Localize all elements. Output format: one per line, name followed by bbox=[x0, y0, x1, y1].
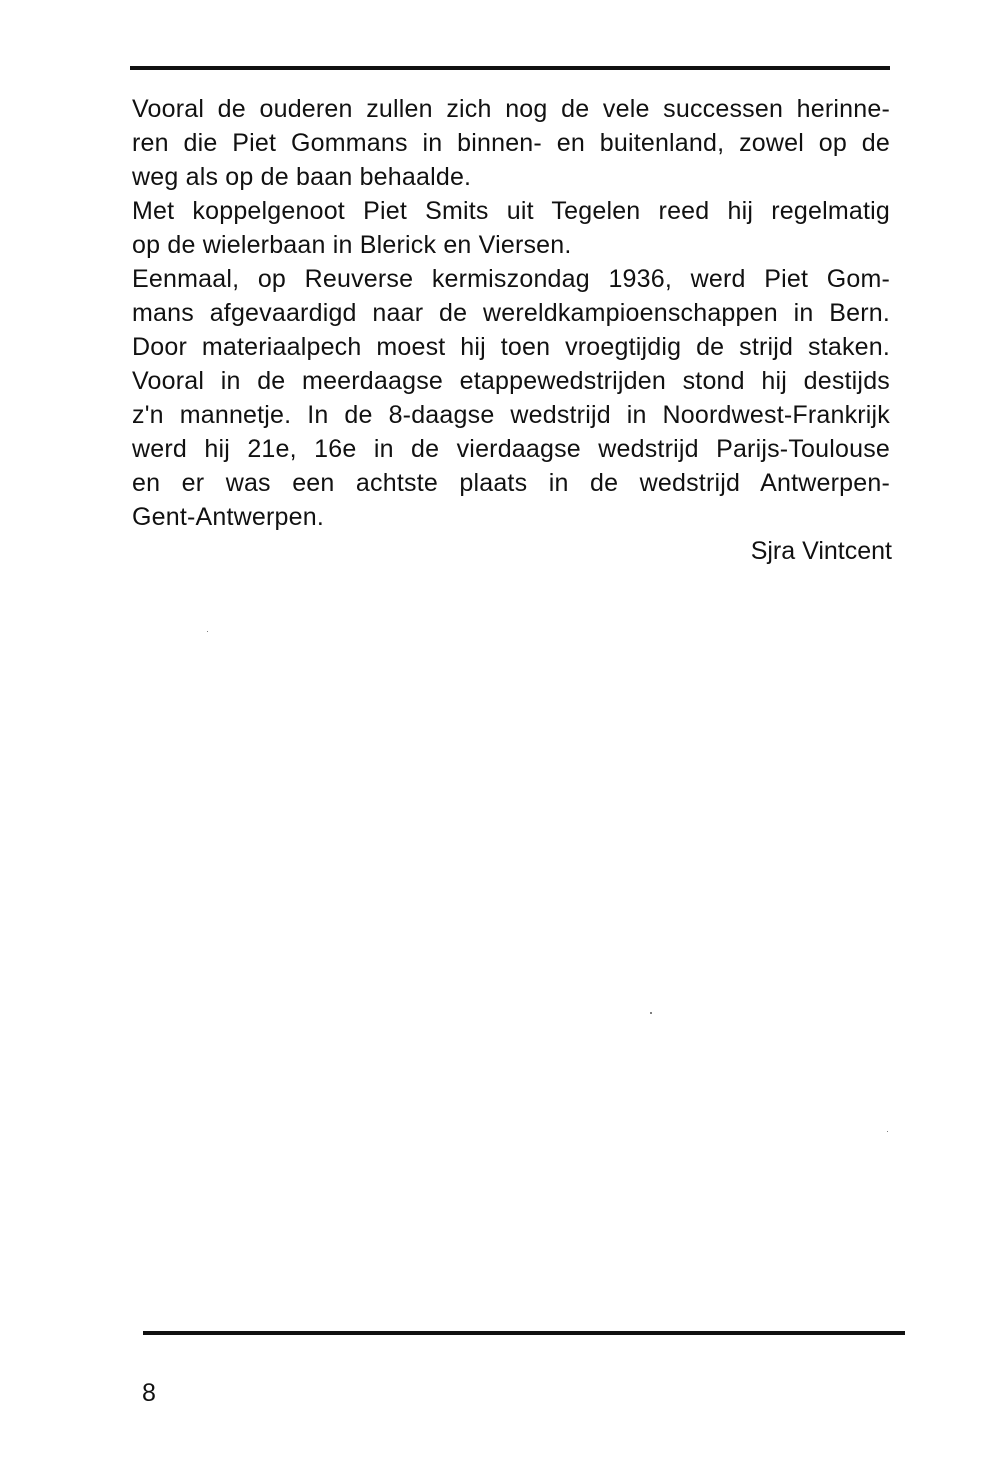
bottom-rule bbox=[143, 1331, 905, 1335]
article-body bbox=[132, 92, 890, 534]
text-line: ren die Piet Gommans in binnen- en buitenland, zowel op de bbox=[132, 129, 890, 157]
text-line: Vooral in de meerdaagse etappewedstrijden stond hij destijds bbox=[132, 367, 890, 395]
text-line: Met koppelgenoot Piet Smits uit Tegelen reed hij regelmatig bbox=[132, 197, 890, 225]
text-line: op de wielerbaan in Blerick en Viersen. bbox=[132, 231, 572, 259]
text-line: en er was een achtste plaats in de wedstrijd Antwerpen- bbox=[132, 469, 890, 497]
text-line: weg als op de baan behaalde. bbox=[132, 163, 472, 191]
text-line: Vooral de ouderen zullen zich nog de vele successen herinne- bbox=[132, 95, 890, 123]
page-number: 8 bbox=[142, 1379, 156, 1407]
text-line: Gent-Antwerpen. bbox=[132, 503, 324, 531]
text-line: mans afgevaardigd naar de wereldkampioenschappen in Bern. bbox=[132, 299, 890, 327]
text-line: Eenmaal, op Reuverse kermiszondag 1936, werd Piet Gom- bbox=[132, 265, 890, 293]
text-line: werd hij 21e, 16e in de vierdaagse wedstrijd Parijs-Toulouse bbox=[132, 435, 890, 463]
text-line: Door materiaalpech moest hij toen vroegtijdig de strijd staken. bbox=[132, 333, 890, 361]
top-rule bbox=[130, 66, 890, 70]
author-signature: Sjra Vintcent bbox=[750, 537, 892, 565]
scan-speck bbox=[207, 631, 208, 632]
scan-speck bbox=[887, 1131, 888, 1132]
scan-speck bbox=[650, 1012, 652, 1014]
text-line: z'n mannetje. In de 8-daagse wedstrijd in Noordwest-Frankrijk bbox=[132, 401, 890, 429]
